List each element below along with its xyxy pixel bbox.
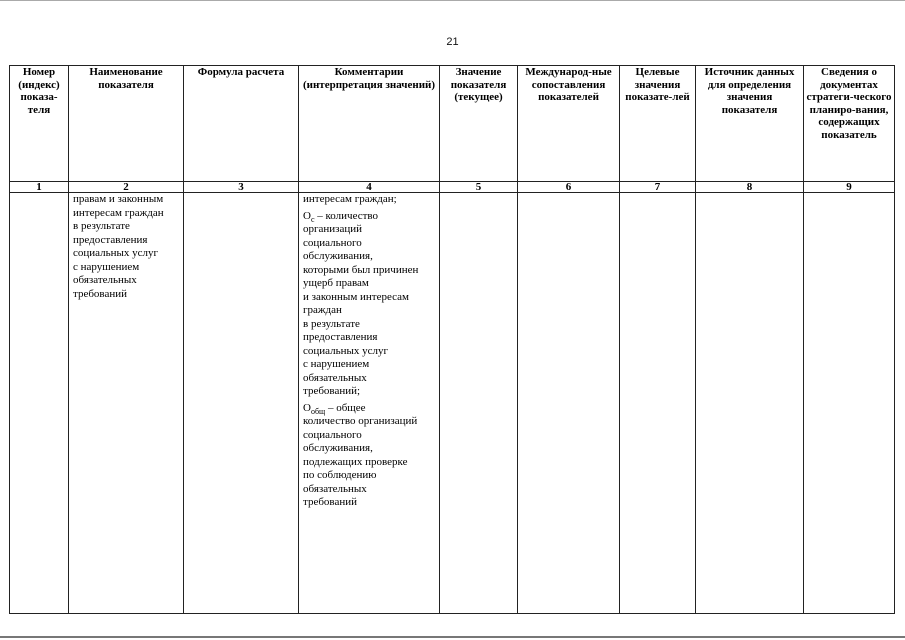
cell-current-value <box>440 193 518 614</box>
header-name: Наименование показателя <box>69 66 184 182</box>
bottom-edge-line <box>0 636 905 638</box>
header-international: Международ-ные сопоставления показателей <box>518 66 620 182</box>
oob-symbol: О <box>303 401 311 414</box>
column-number-6: 6 <box>518 182 620 193</box>
cell-formula <box>184 193 299 614</box>
comment-oc <box>303 210 418 398</box>
cell-comments <box>299 193 440 614</box>
header-data-source: Источник данных для определения значения показателя <box>696 66 804 182</box>
indicator-table <box>9 65 895 614</box>
oc-definition: – количество организаций социального обслуживания, которыми был причинен ущерб правам и законным интересам граждан в результате предоставления социальных услуг с нарушением обязательных требований; <box>303 209 419 397</box>
cell-name: правам и законным интересам граждан в результате предоставления социальных услуг с нарушением обязательных требований <box>69 193 184 614</box>
column-number-9: 9 <box>804 182 895 193</box>
column-number-5: 5 <box>440 182 518 193</box>
oc-subscript: с <box>310 214 315 224</box>
header-target-values: Целевые значения показате-лей <box>620 66 696 182</box>
header-strategic-docs: Сведения о документах стратеги-ческого планиро-вания, содержащих показатель <box>804 66 895 182</box>
page-number: 21 <box>446 36 459 48</box>
column-number-1: 1 <box>10 182 69 193</box>
cell-strategic-docs <box>804 193 895 614</box>
top-edge-line <box>0 0 905 1</box>
oc-symbol: О <box>303 209 311 222</box>
header-current-value: Значение показателя (текущее) <box>440 66 518 182</box>
column-number-7: 7 <box>620 182 696 193</box>
cell-international <box>518 193 620 614</box>
oob-definition: – общее количество организаций социального обслуживания, подлежащих проверке по соблюдению обязательных требований <box>303 401 418 508</box>
column-number-2: 2 <box>69 182 184 193</box>
comment-oob <box>303 402 417 509</box>
oob-subscript: общ <box>310 406 326 416</box>
column-number-3: 3 <box>184 182 299 193</box>
header-row <box>10 66 895 182</box>
column-number-4: 4 <box>299 182 440 193</box>
column-number-8: 8 <box>696 182 804 193</box>
cell-target-values <box>620 193 696 614</box>
comment-intro: интересам граждан; <box>303 193 397 205</box>
column-number-row <box>10 182 895 193</box>
header-index: Номер (индекс) показа-теля <box>10 66 69 182</box>
header-formula: Формула расчета <box>184 66 299 182</box>
cell-data-source <box>696 193 804 614</box>
header-comments: Комментарии (интерпретация значений) <box>299 66 440 182</box>
table-row <box>10 193 895 614</box>
cell-index <box>10 193 69 614</box>
